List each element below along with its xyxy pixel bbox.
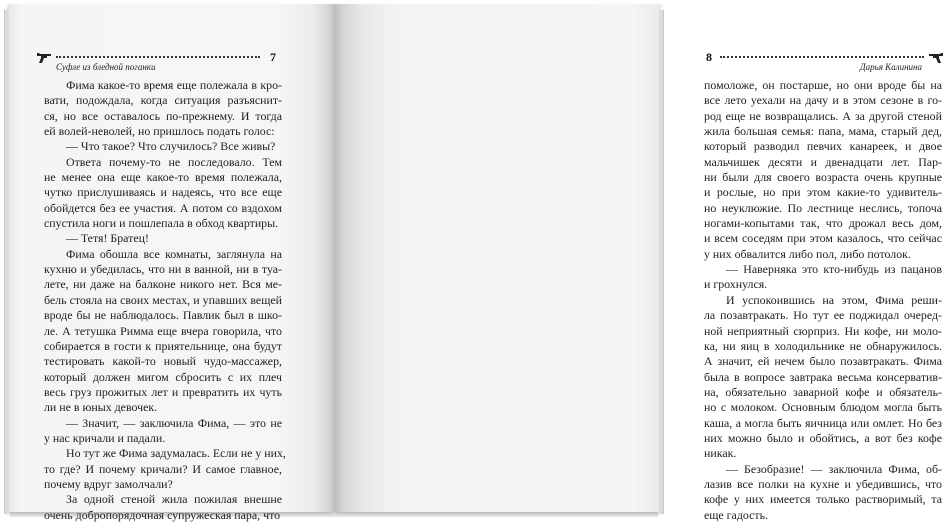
text-line: ей волей-неволей, но пришлось подать голос: — [44, 124, 275, 139]
paragraph — [44, 446, 286, 492]
paragraph — [704, 78, 942, 262]
header-dotted-rule — [720, 56, 924, 58]
text-line: почему вдруг замолчали? — [44, 476, 173, 491]
text-line: ни были для своего возраста очень крупные — [704, 170, 942, 185]
text-line: на, обязательно заварной кофе и обязатель- — [704, 384, 942, 399]
text-line: помоложе, он постарше, но они вроде бы на — [704, 78, 942, 92]
left-page-stack — [4, 10, 9, 514]
text-line: у них обвалится либо пол, либо потолок. — [704, 246, 911, 261]
text-line: очень добропорядочная супружеская пара, что — [44, 507, 281, 522]
left-page-text — [44, 78, 286, 523]
text-line: но неуклюжие. По лестнице неслись, топоча — [704, 200, 942, 215]
open-book — [8, 4, 942, 522]
text-line: Ответа почему-то не последовало. Тем — [66, 154, 282, 169]
paragraph — [704, 262, 942, 293]
text-line: ла позавтракать. Но тут ее поджидал очеред- — [704, 308, 942, 323]
text-line: бель стояла на своих местах, и упавших вещей — [44, 292, 282, 307]
text-line: у нас кричали и падали. — [44, 430, 166, 445]
text-line: спустила ноги и пошлепала в обход квартиры. — [44, 216, 279, 231]
pistol-icon — [36, 52, 52, 64]
text-line: собирается в гости к приятельнице, она будут — [44, 338, 282, 353]
text-line: — Тетя! Братец! — [66, 231, 149, 246]
text-line: Но тут же Фима задумалась. Если не у них, — [66, 446, 286, 461]
text-line: кофе у них имеется только растворимый, та — [704, 492, 942, 507]
paragraph — [44, 155, 282, 232]
right-page-stack — [659, 10, 664, 514]
text-line: и всем соседям при этом казалось, что сейчас — [704, 231, 942, 246]
text-line: и рослые, но при этом какие-то удивитель- — [704, 185, 942, 200]
paragraph — [44, 247, 282, 416]
text-line: них можно было и обойтись, а вот без кофе — [704, 430, 942, 445]
text-line: вроде бы не наблюдалось. Павлик был в шко- — [44, 308, 282, 323]
text-line: была в вопросе завтрака весьма консерватив- — [704, 369, 942, 384]
right-page-header — [706, 50, 944, 74]
text-line: ка, ни яиц в холодильнике не обнаружилось. — [704, 338, 942, 353]
running-title: Суфле из бледной поганки — [56, 62, 156, 72]
text-line: род еще не возвращались. А за другой стеной — [704, 108, 942, 123]
paragraph — [44, 139, 282, 154]
text-line: И успокоившись на этом, Фима реши- — [726, 292, 942, 307]
pistol-icon — [928, 52, 944, 64]
text-line: ле. А тетушка Римма еще вчера говорила, что — [44, 323, 282, 338]
text-line: вати, подождала, когда ситуация разъяснит- — [44, 93, 282, 108]
text-line: мальчишек десяти и двенадцати лет. Пар- — [704, 154, 942, 169]
text-line: но с молоком. Основным блюдом могла быть — [704, 400, 942, 415]
running-title: Дарья Калинина — [859, 62, 922, 72]
left-page — [8, 4, 334, 522]
text-line: — Наверняка это кто-нибудь из пацанов — [726, 262, 942, 277]
text-line: Фима какое-то время еще полежала в кро- — [66, 78, 282, 92]
left-page-header — [36, 50, 276, 74]
text-line: чутко прислушиваясь и надеясь, что все еще — [44, 185, 282, 200]
text-line: и грохнулся. — [704, 277, 768, 292]
text-line: который должен мигом сбросить с их плеч — [44, 369, 282, 384]
paragraph — [704, 293, 942, 462]
text-line: лете, ни даже на балконе никого нет. Вся ме- — [44, 277, 282, 292]
text-line: ной неприятный сюрприз. Ни кофе, ни моло- — [704, 323, 942, 338]
text-line: — Безобразие! — заключила Фима, об- — [726, 461, 942, 476]
text-line: Фима обошла все комнаты, заглянула на — [66, 246, 282, 261]
text-line: никак. — [704, 446, 737, 461]
right-page — [334, 4, 942, 522]
paragraph — [44, 78, 282, 139]
text-line: все лето уехали на дачу и в этом сезоне в го- — [704, 93, 942, 108]
text-line: кухню и убедилась, что ни в ванной, ни в туа- — [44, 262, 282, 277]
text-line: — Что такое? Что случилось? Все живы? — [66, 139, 276, 154]
text-line: то где? И почему кричали? И самое главное, — [44, 461, 282, 476]
text-line: А значит, ей нечем было позавтракать. Фима — [704, 354, 942, 369]
page-number: 8 — [706, 50, 712, 64]
text-line: ли не в юных девочек. — [44, 400, 158, 415]
text-line: ногами-копытами так, что дрожал весь дом, — [704, 216, 942, 231]
text-line: тестировать какой-то новый чудо-массажер, — [44, 354, 282, 369]
text-line: лазив все полки на кухне и убедившись, что — [704, 476, 942, 491]
text-line: За одной стеной жила пожилая внешне — [66, 492, 282, 507]
paragraph — [704, 462, 942, 523]
right-page-text — [704, 78, 942, 523]
text-line: обойдется без ее участия. А потом со вздохом — [44, 200, 282, 215]
text-line: весь груз прожитых лет и превратить их чуть — [44, 384, 282, 399]
paragraph — [44, 231, 282, 246]
text-line: который разводил певчих канареек, и двое — [704, 139, 942, 154]
header-dotted-rule — [56, 56, 260, 58]
page-number: 7 — [270, 50, 276, 64]
text-line: ся, но все оставалось по-прежнему. И тогда — [44, 108, 282, 123]
text-line: еще гадость. — [704, 507, 768, 522]
text-line: — Значит, — заключила Фима, — это не — [66, 415, 282, 430]
text-line: не менее она еще какое-то время полежала, — [44, 170, 282, 185]
paragraph — [44, 416, 282, 447]
text-line: жила большая семья: папа, мама, старый дед, — [704, 124, 942, 139]
text-line: каша, а могла быть яичница или омлет. Но без — [704, 415, 942, 430]
paragraph — [44, 492, 282, 523]
